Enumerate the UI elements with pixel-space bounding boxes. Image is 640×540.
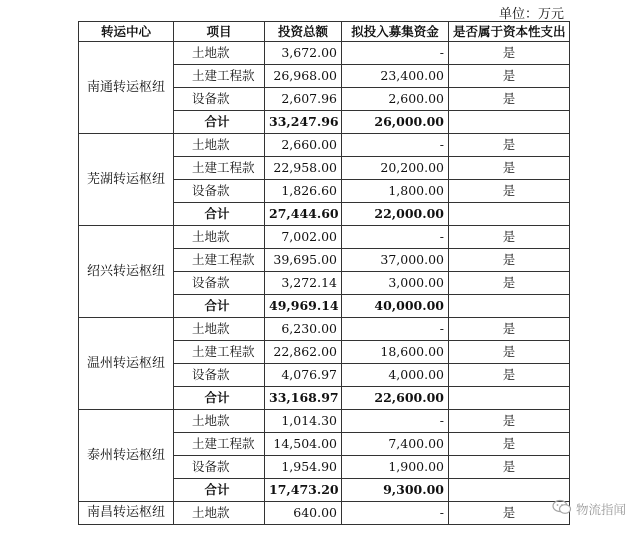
item-cell: 土地款 [174, 502, 265, 525]
proposed-funds-cell: 37,000.00 [342, 249, 449, 272]
item-cell: 土建工程款 [174, 433, 265, 456]
item-cell: 合计 [174, 387, 265, 410]
center-name: 泰州转运枢纽 [79, 410, 174, 502]
item-cell: 设备款 [174, 456, 265, 479]
center-name: 绍兴转运枢纽 [79, 226, 174, 318]
total-investment-cell: 33,168.97 [265, 387, 342, 410]
item-cell: 土建工程款 [174, 157, 265, 180]
total-investment-cell: 26,968.00 [265, 65, 342, 88]
item-cell: 合计 [174, 479, 265, 502]
proposed-funds-cell: 26,000.00 [342, 111, 449, 134]
capex-cell: 是 [449, 364, 570, 387]
item-cell: 设备款 [174, 88, 265, 111]
proposed-funds-cell: 3,000.00 [342, 272, 449, 295]
capex-cell: 是 [449, 341, 570, 364]
table-row [79, 134, 570, 157]
total-investment-cell: 2,607.96 [265, 88, 342, 111]
total-investment-cell: 22,958.00 [265, 157, 342, 180]
item-cell: 土地款 [174, 318, 265, 341]
proposed-funds-cell: 9,300.00 [342, 479, 449, 502]
capex-cell [449, 295, 570, 318]
total-investment-cell: 49,969.14 [265, 295, 342, 318]
capex-cell: 是 [449, 157, 570, 180]
capex-cell [449, 387, 570, 410]
header-proposed-funds: 拟投入募集资金 [342, 22, 449, 42]
total-investment-cell: 4,076.97 [265, 364, 342, 387]
proposed-funds-cell: 40,000.00 [342, 295, 449, 318]
item-cell: 合计 [174, 295, 265, 318]
capex-cell [449, 203, 570, 226]
total-investment-cell: 1,954.90 [265, 456, 342, 479]
item-cell: 土地款 [174, 42, 265, 65]
proposed-funds-cell: 22,000.00 [342, 203, 449, 226]
capex-cell: 是 [449, 65, 570, 88]
center-name: 南通转运枢纽 [79, 42, 174, 134]
proposed-funds-cell: 4,000.00 [342, 364, 449, 387]
proposed-funds-cell: - [342, 134, 449, 157]
item-cell: 土地款 [174, 226, 265, 249]
watermark [552, 499, 626, 518]
proposed-funds-cell: - [342, 410, 449, 433]
capex-cell: 是 [449, 272, 570, 295]
proposed-funds-cell: 2,600.00 [342, 88, 449, 111]
proposed-funds-cell: 20,200.00 [342, 157, 449, 180]
capex-cell: 是 [449, 226, 570, 249]
capex-cell: 是 [449, 88, 570, 111]
item-cell: 设备款 [174, 272, 265, 295]
capex-cell: 是 [449, 42, 570, 65]
table-header-row [79, 22, 570, 42]
table-row [79, 318, 570, 341]
capex-cell: 是 [449, 180, 570, 203]
total-investment-cell: 3,672.00 [265, 42, 342, 65]
capex-cell: 是 [449, 410, 570, 433]
wechat-icon [552, 499, 572, 518]
total-investment-cell: 3,272.14 [265, 272, 342, 295]
proposed-funds-cell: - [342, 318, 449, 341]
total-investment-cell: 7,002.00 [265, 226, 342, 249]
proposed-funds-cell: - [342, 42, 449, 65]
capex-cell: 是 [449, 456, 570, 479]
header-center: 转运中心 [79, 22, 174, 42]
table-row [79, 502, 570, 525]
total-investment-cell: 1,014.30 [265, 410, 342, 433]
proposed-funds-cell: 18,600.00 [342, 341, 449, 364]
total-investment-cell: 1,826.60 [265, 180, 342, 203]
item-cell: 合计 [174, 203, 265, 226]
proposed-funds-cell: 1,800.00 [342, 180, 449, 203]
total-investment-cell: 22,862.00 [265, 341, 342, 364]
item-cell: 土建工程款 [174, 341, 265, 364]
table-row [79, 42, 570, 65]
total-investment-cell: 2,660.00 [265, 134, 342, 157]
header-item: 项目 [174, 22, 265, 42]
table-row [79, 226, 570, 249]
total-investment-cell: 14,504.00 [265, 433, 342, 456]
proposed-funds-cell: 1,900.00 [342, 456, 449, 479]
item-cell: 土地款 [174, 410, 265, 433]
center-name: 温州转运枢纽 [79, 318, 174, 410]
header-capital-expenditure: 是否属于资本性支出 [449, 22, 570, 42]
item-cell: 设备款 [174, 364, 265, 387]
item-cell: 土建工程款 [174, 65, 265, 88]
total-investment-cell: 33,247.96 [265, 111, 342, 134]
watermark-text: 物流指闻 [575, 501, 626, 517]
unit-label: 单位：万元 [498, 7, 564, 22]
item-cell: 土建工程款 [174, 249, 265, 272]
capex-cell: 是 [449, 134, 570, 157]
capex-cell: 是 [449, 433, 570, 456]
proposed-funds-cell: 7,400.00 [342, 433, 449, 456]
investment-table [78, 21, 570, 525]
header-total-investment: 投资总额 [265, 22, 342, 42]
total-investment-cell: 17,473.20 [265, 479, 342, 502]
total-investment-cell: 6,230.00 [265, 318, 342, 341]
total-investment-cell: 39,695.00 [265, 249, 342, 272]
capex-cell [449, 111, 570, 134]
proposed-funds-cell: 23,400.00 [342, 65, 449, 88]
capex-cell: 是 [449, 502, 570, 525]
proposed-funds-cell: - [342, 502, 449, 525]
item-cell: 设备款 [174, 180, 265, 203]
center-name: 南昌转运枢纽 [79, 502, 174, 525]
center-name: 芜湖转运枢纽 [79, 134, 174, 226]
capex-cell: 是 [449, 249, 570, 272]
item-cell: 土地款 [174, 134, 265, 157]
total-investment-cell: 640.00 [265, 502, 342, 525]
proposed-funds-cell: 22,600.00 [342, 387, 449, 410]
table-row [79, 410, 570, 433]
capex-cell: 是 [449, 318, 570, 341]
item-cell: 合计 [174, 111, 265, 134]
proposed-funds-cell: - [342, 226, 449, 249]
total-investment-cell: 27,444.60 [265, 203, 342, 226]
